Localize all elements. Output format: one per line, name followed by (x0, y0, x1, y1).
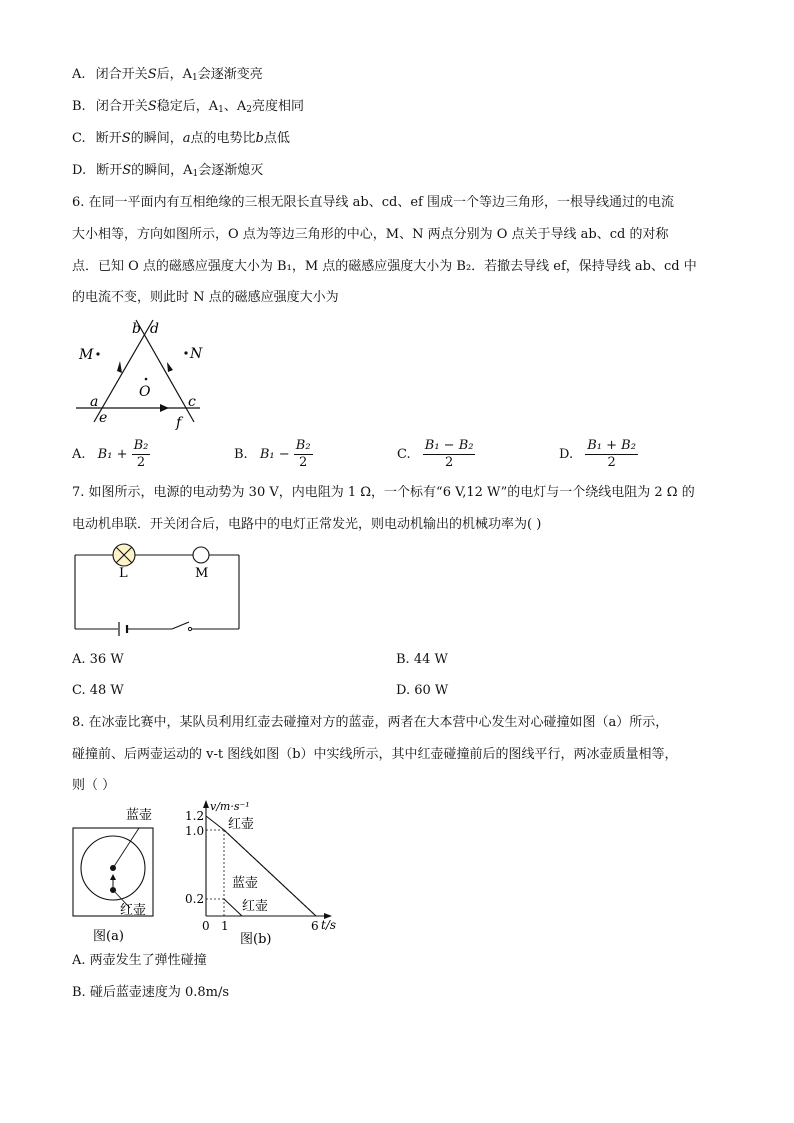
red-after-line (224, 899, 242, 916)
q6-option-b: B. B₁ − $\frac{\text{B₂}}{2}$ (234, 438, 311, 470)
q6-triangle-figure (70, 314, 220, 432)
fig-b-blue-label: 蓝壶 (232, 876, 259, 891)
q8-text-line2: 碰撞前、后两壶运动的 v-t 图线如图（b）中实线所示，其中红壶碰撞前后的图线平行，两冰壶质量相等， (72, 747, 678, 762)
x-axis-label: t/s (321, 918, 337, 932)
q6-option-d: D. $\frac{\text{B₁ + B₂}}{2}$ (559, 438, 636, 470)
q8-figure-a (66, 804, 166, 946)
y-tick-0-2: 0.2 (185, 892, 205, 906)
x-tick-0: 0 (202, 919, 210, 933)
label-motor-m: M (195, 566, 209, 581)
q6-text-line3: 点．已知 O 点的磁感应强度大小为 B₁，M 点的磁感应强度大小为 B₂．若撤去导线 ef，保持导线 ab、cd 中 (72, 259, 697, 274)
y-tick-1-0: 1.0 (185, 824, 205, 838)
q5-option-c: C. 断开S的瞬间，a点的电势比b点低 (72, 131, 290, 146)
switch-symbol (172, 622, 189, 629)
q5-option-a: A. 闭合开关S后，$A_1$会逐渐变亮 (72, 67, 263, 83)
label-d: d (150, 321, 159, 337)
label-b: b (132, 321, 141, 337)
fig-a-red-label: 红壶 (120, 903, 147, 918)
q8-figure-b (180, 798, 340, 946)
q7-text-line1: 7. 如图所示，电源的电动势为 30 V，内电阻为 1 Ω，一个标有“6 V,12 W”的电灯与一个绕线电阻为 2 Ω 的 (72, 485, 695, 500)
x-tick-1: 1 (221, 919, 229, 933)
motor-symbol (193, 547, 209, 563)
label-f: f (176, 415, 182, 431)
label-c: c (188, 394, 196, 410)
fig-a-caption: 图(a) (93, 929, 124, 944)
q7-option-c: C. 48 W (72, 683, 124, 698)
q8-text-line1: 8. 在冰壶比赛中，某队员利用红壶去碰撞对方的蓝壶，两者在大本营中心发生对心碰撞如图（a）所示， (72, 715, 669, 730)
fig-b-red-label: 红壶 (228, 817, 255, 832)
q6-option-a: A. B₁ + $\frac{\text{B₂}}{2}$ (72, 438, 149, 470)
red-before-line (206, 816, 224, 830)
y-tick-1-2: 1.2 (185, 809, 205, 823)
q7-circuit-figure (70, 538, 250, 638)
q8-option-b: B. 碰后蓝壶速度为 0.8m/s (72, 985, 230, 1000)
q6-text-line4: 的电流不变，则此时 N 点的磁感应强度大小为 (72, 290, 339, 305)
label-e: e (99, 410, 108, 426)
label-m: M (79, 347, 94, 363)
q7-text-line2: 电动机串联．开关闭合后，电路中的电灯正常发光，则电动机输出的机械功率为( ) (72, 517, 542, 532)
q8-option-a: A. 两壶发生了弹性碰撞 (72, 953, 207, 968)
q8-text-line3: 则（ ） (72, 778, 116, 793)
fig-a-blue-label: 蓝壶 (126, 808, 153, 823)
q6-text-line2: 大小相等，方向如图所示，O 点为等边三角形的中心，M、N 两点分别为 O 点关于导线 ab、cd 的对称 (72, 227, 669, 242)
label-a: a (90, 394, 99, 410)
label-n: N (190, 346, 203, 362)
y-axis-label: v/m·s⁻¹ (210, 800, 250, 813)
fig-b-caption: 图(b) (240, 932, 272, 946)
q7-option-a: A. 36 W (72, 652, 124, 667)
blue-after-line (224, 830, 316, 916)
label-l: L (119, 566, 128, 581)
fig-b-red-label-after: 红壶 (242, 899, 269, 914)
x-tick-6: 6 (311, 919, 319, 933)
label-o: O (139, 384, 151, 400)
q6-text-line1: 6. 在同一平面内有互相绝缘的三根无限长直导线 ab、cd、ef 围成一个等边三角形，一根导线通过的电流 (72, 195, 674, 210)
q6-option-c: C. $\frac{\text{B₁ − B₂}}{2}$ (397, 438, 474, 470)
q7-option-d: D. 60 W (396, 683, 449, 698)
q5-option-b: B. 闭合开关S稳定后，$A_1$、$A_2$亮度相同 (72, 99, 305, 115)
q5-option-d: D. 断开S的瞬间，$A_1$会逐渐熄灭 (72, 163, 264, 179)
q7-option-b: B. 44 W (396, 652, 448, 667)
